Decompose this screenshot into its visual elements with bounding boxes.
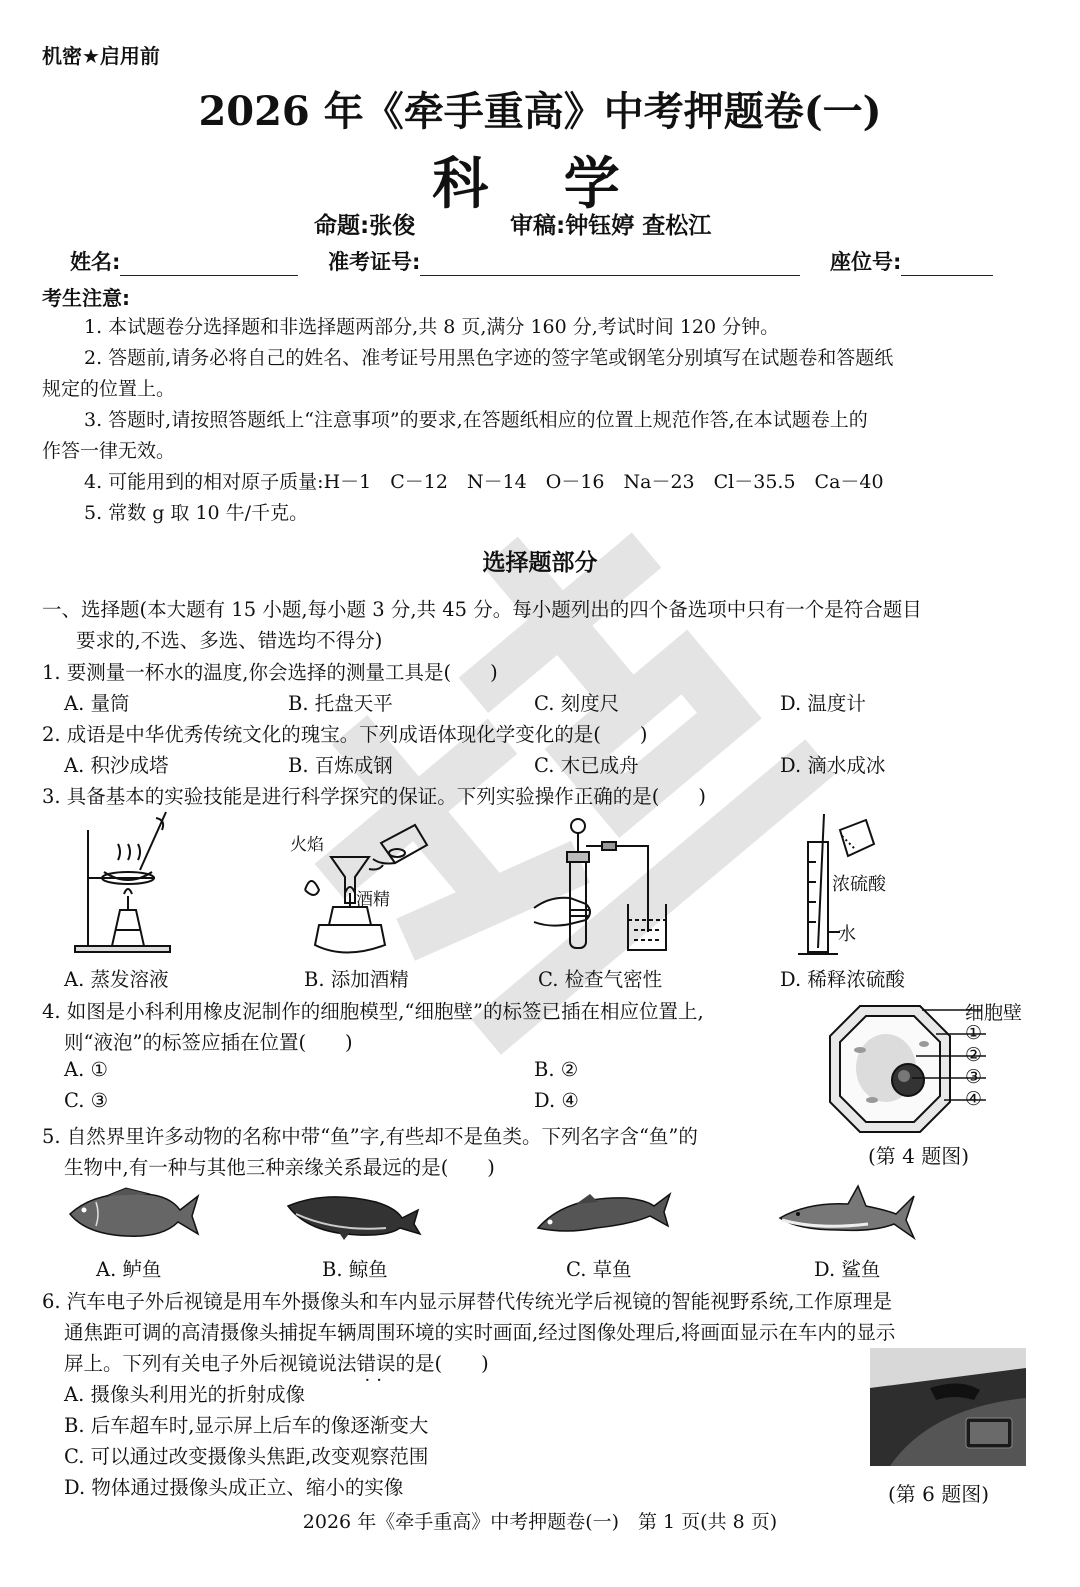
q2-stem: 2. 成语是中华优秀传统文化的瑰宝。下列成语体现化学变化的是( ) xyxy=(42,723,648,746)
section-intro-text-a: 一、选择题(本大题有 15 小题,每小题 3 分,共 45 分。每小题列出的四个备选项中只有一个是符合题目 xyxy=(42,598,922,621)
exam-id-field[interactable] xyxy=(328,246,800,276)
whale-image xyxy=(286,1188,422,1240)
perch-image xyxy=(66,1186,200,1242)
q6-option-a[interactable]: A. 摄像头利用光的折射成像 xyxy=(64,1383,305,1406)
q2-option-a[interactable]: A. 积沙成塔 xyxy=(64,754,169,777)
cell-label-4: ④ xyxy=(965,1088,983,1110)
q4-option-b[interactable]: B. ② xyxy=(534,1058,579,1081)
shark-image xyxy=(778,1184,916,1244)
q6-figure-caption: (第 6 题图) xyxy=(888,1482,990,1506)
seat-blank[interactable] xyxy=(901,255,993,276)
grass-carp-image xyxy=(536,1188,670,1242)
q2-option-c[interactable]: C. 木已成舟 xyxy=(534,754,639,777)
seat-field[interactable] xyxy=(830,246,993,276)
section-intro-a xyxy=(42,594,922,622)
note-2a: 2. 答题前,请务必将自己的姓名、准考证号用黑色字迹的签字笔或钢笔分别填写在试题卷和答题纸 xyxy=(84,347,894,369)
author-line: 命题:张俊 xyxy=(314,213,416,239)
q6-stem-c3: 的是( ) xyxy=(395,1352,489,1375)
notes-heading: 考生注意: xyxy=(42,286,130,310)
exam-title: 2026 年《牵手重高》中考押题卷(一) xyxy=(198,88,882,135)
flame-label: 火焰 xyxy=(290,835,324,855)
q6-emphasis-wrong: 错误 ·· xyxy=(357,1352,396,1375)
note-3b: 作答一律无效。 xyxy=(42,440,176,462)
airtightness-check-figure xyxy=(530,812,680,962)
q4-option-d[interactable]: D. ④ xyxy=(534,1089,579,1112)
q3-stem: 3. 具备基本的实验技能是进行科学探究的保证。下列实验操作正确的是( ) xyxy=(42,785,707,808)
name-field[interactable] xyxy=(70,246,298,276)
q6-option-c[interactable]: C. 可以通过改变摄像头焦距,改变观察范围 xyxy=(64,1445,429,1468)
reviewer-line: 审稿:钟钰婷 查松江 xyxy=(510,213,712,239)
q1-stem: 1. 要测量一杯水的温度,你会选择的测量工具是( ) xyxy=(42,661,498,684)
water-label: 水 xyxy=(838,924,856,945)
q6-stem-b: 通焦距可调的高清摄像头捕捉车辆周围环境的实时画面,经过图像处理后,将画面显示在车内的显示 xyxy=(64,1321,896,1344)
q6-stem-a: 6. 汽车电子外后视镜是用车外摄像头和车内显示屏替代传统光学后视镜的智能视野系统,工作原理是 xyxy=(42,1290,893,1313)
q6-stem-c1: 屏上。下列有关电子外后视镜说法 xyxy=(64,1352,357,1375)
cell-label-2: ② xyxy=(965,1044,983,1066)
cell-wall-label: 细胞壁 xyxy=(965,1002,1023,1024)
seat-label: 座位号: xyxy=(830,250,902,274)
q2-option-b[interactable]: B. 百炼成钢 xyxy=(288,754,393,777)
note-5: 5. 常数 g 取 10 牛/千克。 xyxy=(84,502,309,524)
note-1: 1. 本试题卷分选择题和非选择题两部分,共 8 页,满分 160 分,考试时间 120 分钟。 xyxy=(84,316,780,338)
q6-option-d[interactable]: D. 物体通过摄像头成正立、缩小的实像 xyxy=(64,1476,404,1499)
name-blank[interactable] xyxy=(120,255,298,276)
q4-option-a[interactable]: A. ① xyxy=(64,1058,108,1081)
q4-stem-a: 4. 如图是小科利用橡皮泥制作的细胞模型,“细胞壁”的标签已插在相应位置上, xyxy=(42,1000,704,1023)
name-label: 姓名: xyxy=(70,250,121,274)
q3-option-c[interactable]: C. 检查气密性 xyxy=(538,968,663,991)
electronic-mirror-photo xyxy=(870,1348,1026,1466)
q4-stem-b: 则“液泡”的标签应插在位置( ) xyxy=(64,1031,353,1054)
q1-option-c[interactable]: C. 刻度尺 xyxy=(534,692,620,715)
q2-option-d[interactable]: D. 滴水成冰 xyxy=(780,754,886,777)
cell-label-3: ③ xyxy=(965,1066,983,1088)
note-4: 4. 可能用到的相对原子质量:H－1 C－12 N－14 O－16 Na－23 Cl－35.5 Ca－40 xyxy=(84,471,884,493)
alcohol-label: 酒精 xyxy=(356,890,390,910)
exam-id-label: 准考证号: xyxy=(328,250,421,274)
note-3a: 3. 答题时,请按照答题纸上“注意事项”的要求,在答题纸相应的位置上规范作答,在本试题卷上的 xyxy=(84,409,868,431)
q5-option-d[interactable]: D. 鲨鱼 xyxy=(814,1258,881,1281)
q3-option-b[interactable]: B. 添加酒精 xyxy=(304,968,409,991)
q1-option-d[interactable]: D. 温度计 xyxy=(780,692,866,715)
q6-stem-c xyxy=(64,1348,489,1376)
section-title: 选择题部分 xyxy=(482,550,598,576)
q5-option-c[interactable]: C. 草鱼 xyxy=(566,1258,632,1281)
confidential-mark: 机密★启用前 xyxy=(42,44,160,68)
q3-option-d[interactable]: D. 稀释浓硫酸 xyxy=(780,968,905,991)
q6-option-b[interactable]: B. 后车超车时,显示屏上后车的像逐渐变大 xyxy=(64,1414,429,1437)
cell-label-1: ① xyxy=(965,1022,983,1044)
subject-title: 科 学 xyxy=(432,152,648,217)
sulfuric-acid-label: 浓硫酸 xyxy=(832,874,886,895)
q5-stem-b: 生物中,有一种与其他三种亲缘关系最远的是( ) xyxy=(64,1156,495,1179)
section-intro-b: 要求的,不选、多选、错选均不得分) xyxy=(76,629,383,652)
q5-stem-a: 5. 自然界里许多动物的名称中带“鱼”字,有些却不是鱼类。下列名字含“鱼”的 xyxy=(42,1125,698,1148)
note-2b: 规定的位置上。 xyxy=(42,378,176,400)
q4-option-c[interactable]: C. ③ xyxy=(64,1089,109,1112)
exam-id-blank[interactable] xyxy=(420,255,800,276)
q1-option-a[interactable]: A. 量筒 xyxy=(64,692,130,715)
q5-option-a[interactable]: A. 鲈鱼 xyxy=(96,1258,162,1281)
q1-option-b[interactable]: B. 托盘天平 xyxy=(288,692,393,715)
q4-figure-caption: (第 4 题图) xyxy=(868,1144,970,1168)
q5-option-b[interactable]: B. 鲸鱼 xyxy=(322,1258,388,1281)
page-footer: 2026 年《牵手重高》中考押题卷(一) 第 1 页(共 8 页) xyxy=(302,1511,778,1533)
q3-option-a[interactable]: A. 蒸发溶液 xyxy=(64,968,169,991)
evaporation-apparatus-figure xyxy=(70,810,180,960)
